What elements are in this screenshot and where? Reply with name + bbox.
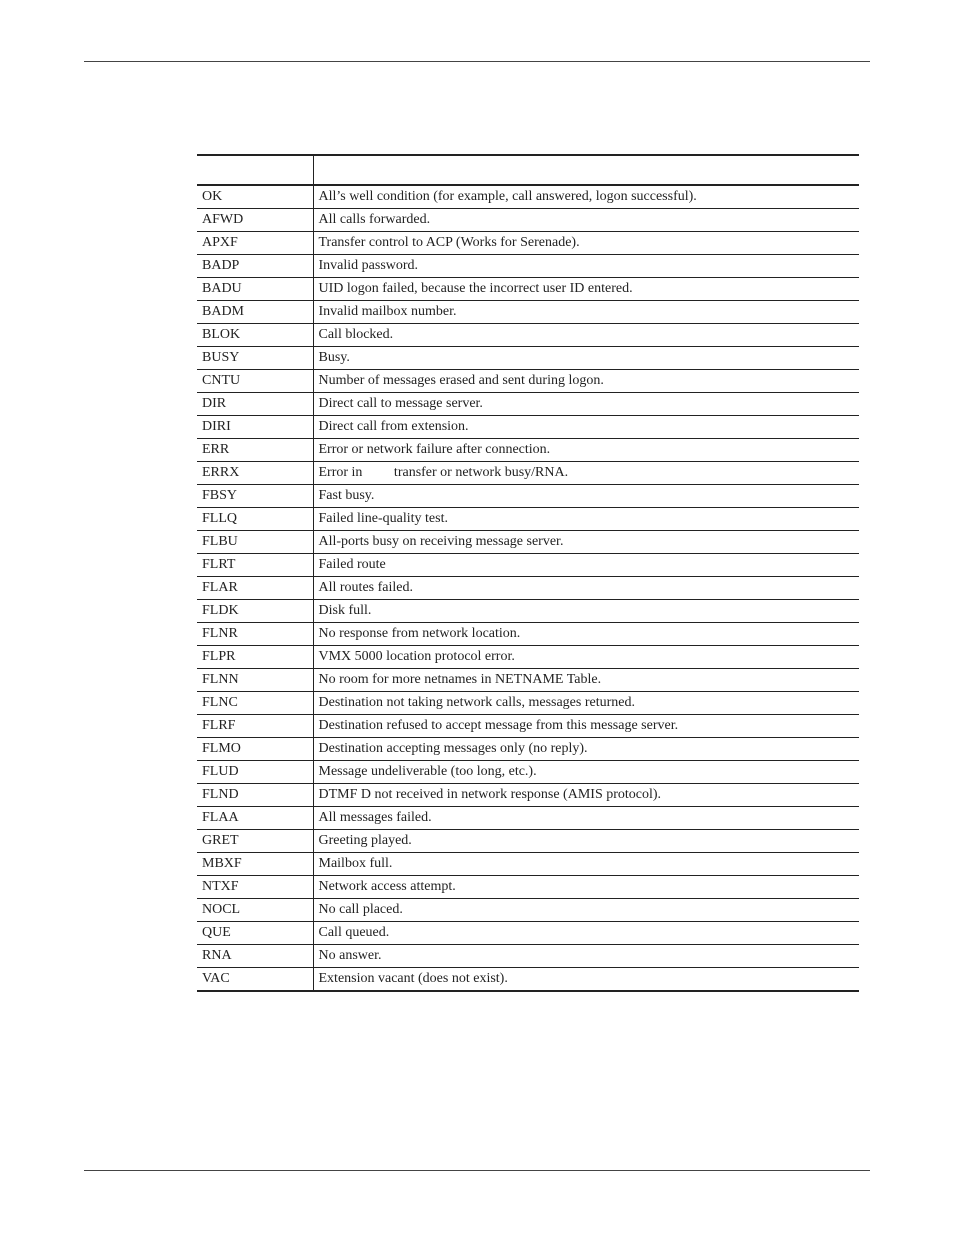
description-column-header	[313, 155, 859, 185]
status-code-cell: APXF	[197, 232, 313, 255]
table-row	[197, 784, 859, 807]
status-description-cell: All’s well condition (for example, call answered, logon successful).	[313, 185, 859, 209]
status-code-cell: FLND	[197, 784, 313, 807]
status-code-cell: FLNC	[197, 692, 313, 715]
table-row	[197, 669, 859, 692]
status-description-cell: Failed route	[313, 554, 859, 577]
status-description-cell: Error or network failure after connection.	[313, 439, 859, 462]
table-row	[197, 255, 859, 278]
status-description-cell: No response from network location.	[313, 623, 859, 646]
status-code-cell: FLMO	[197, 738, 313, 761]
table-row	[197, 853, 859, 876]
code-column-header	[197, 155, 313, 185]
status-code-cell: FLLQ	[197, 508, 313, 531]
table-row	[197, 393, 859, 416]
status-code-cell: FLRF	[197, 715, 313, 738]
table-row	[197, 347, 859, 370]
table-row	[197, 876, 859, 899]
table-row	[197, 807, 859, 830]
status-description-cell: Destination accepting messages only (no reply).	[313, 738, 859, 761]
status-description-cell: Failed line-quality test.	[313, 508, 859, 531]
status-description-cell: Number of messages erased and sent during logon.	[313, 370, 859, 393]
status-code-table	[197, 154, 859, 992]
status-description-cell: VMX 5000 location protocol error.	[313, 646, 859, 669]
table-row	[197, 600, 859, 623]
status-description-cell: Message undeliverable (too long, etc.).	[313, 761, 859, 784]
status-description-cell: Transfer control to ACP (Works for Serenade).	[313, 232, 859, 255]
status-code-cell: CNTU	[197, 370, 313, 393]
status-code-cell: BUSY	[197, 347, 313, 370]
status-description-cell: No call placed.	[313, 899, 859, 922]
table-row	[197, 968, 859, 992]
status-code-cell: OK	[197, 185, 313, 209]
status-description-cell: All-ports busy on receiving message server.	[313, 531, 859, 554]
status-code-cell: FLDK	[197, 600, 313, 623]
table-row	[197, 646, 859, 669]
table-row	[197, 945, 859, 968]
status-description-cell: Error in transfer or network busy/RNA.	[313, 462, 859, 485]
status-description-cell: Disk full.	[313, 600, 859, 623]
table-row	[197, 577, 859, 600]
status-code-cell: BADU	[197, 278, 313, 301]
table-row	[197, 278, 859, 301]
status-code-cell: FLAA	[197, 807, 313, 830]
status-description-cell: Greeting played.	[313, 830, 859, 853]
status-code-cell: FLBU	[197, 531, 313, 554]
status-description-cell: Invalid password.	[313, 255, 859, 278]
table-row	[197, 209, 859, 232]
table-row	[197, 830, 859, 853]
status-code-cell: DIRI	[197, 416, 313, 439]
status-code-cell: NOCL	[197, 899, 313, 922]
status-description-cell: Mailbox full.	[313, 853, 859, 876]
table-row	[197, 370, 859, 393]
status-code-cell: ERR	[197, 439, 313, 462]
status-code-cell: BLOK	[197, 324, 313, 347]
status-description-cell: No answer.	[313, 945, 859, 968]
table-row	[197, 324, 859, 347]
status-code-cell: NTXF	[197, 876, 313, 899]
status-code-cell: ERRX	[197, 462, 313, 485]
status-description-cell: Extension vacant (does not exist).	[313, 968, 859, 992]
table-row	[197, 761, 859, 784]
status-code-cell: FLUD	[197, 761, 313, 784]
status-description-cell: Fast busy.	[313, 485, 859, 508]
status-description-cell: Network access attempt.	[313, 876, 859, 899]
status-description-cell: No room for more netnames in NETNAME Table.	[313, 669, 859, 692]
status-description-cell: All calls forwarded.	[313, 209, 859, 232]
status-description-cell: Busy.	[313, 347, 859, 370]
status-code-cell: FBSY	[197, 485, 313, 508]
status-code-cell: FLRT	[197, 554, 313, 577]
footer-rule	[84, 1170, 870, 1171]
table-row	[197, 232, 859, 255]
status-description-cell: UID logon failed, because the incorrect user ID entered.	[313, 278, 859, 301]
status-description-cell: Direct call from extension.	[313, 416, 859, 439]
table-row	[197, 416, 859, 439]
table-row	[197, 301, 859, 324]
status-description-cell: Direct call to message server.	[313, 393, 859, 416]
status-code-table-container	[197, 154, 859, 992]
table-row	[197, 508, 859, 531]
header-rule	[84, 61, 870, 62]
table-row	[197, 692, 859, 715]
table-row	[197, 485, 859, 508]
status-code-cell: FLNN	[197, 669, 313, 692]
status-code-cell: AFWD	[197, 209, 313, 232]
status-description-cell: All routes failed.	[313, 577, 859, 600]
status-code-cell: FLNR	[197, 623, 313, 646]
table-row	[197, 623, 859, 646]
table-row	[197, 185, 859, 209]
status-code-cell: DIR	[197, 393, 313, 416]
table-header	[197, 155, 859, 185]
status-description-cell: Call blocked.	[313, 324, 859, 347]
status-code-cell: VAC	[197, 968, 313, 992]
table-row	[197, 554, 859, 577]
table-row	[197, 715, 859, 738]
status-code-cell: RNA	[197, 945, 313, 968]
status-code-cell: FLPR	[197, 646, 313, 669]
status-code-cell: GRET	[197, 830, 313, 853]
table-row	[197, 439, 859, 462]
status-code-cell: BADM	[197, 301, 313, 324]
table-row	[197, 922, 859, 945]
status-code-cell: BADP	[197, 255, 313, 278]
status-description-cell: Call queued.	[313, 922, 859, 945]
table-row	[197, 738, 859, 761]
table-body	[197, 185, 859, 991]
table-row	[197, 462, 859, 485]
status-description-cell: All messages failed.	[313, 807, 859, 830]
status-description-cell: Invalid mailbox number.	[313, 301, 859, 324]
status-code-cell: QUE	[197, 922, 313, 945]
status-description-cell: Destination refused to accept message from this message server.	[313, 715, 859, 738]
table-row	[197, 899, 859, 922]
status-code-cell: MBXF	[197, 853, 313, 876]
table-row	[197, 531, 859, 554]
status-description-cell: DTMF D not received in network response (AMIS protocol).	[313, 784, 859, 807]
status-code-cell: FLAR	[197, 577, 313, 600]
table-header-row	[197, 155, 859, 185]
status-description-cell: Destination not taking network calls, messages returned.	[313, 692, 859, 715]
